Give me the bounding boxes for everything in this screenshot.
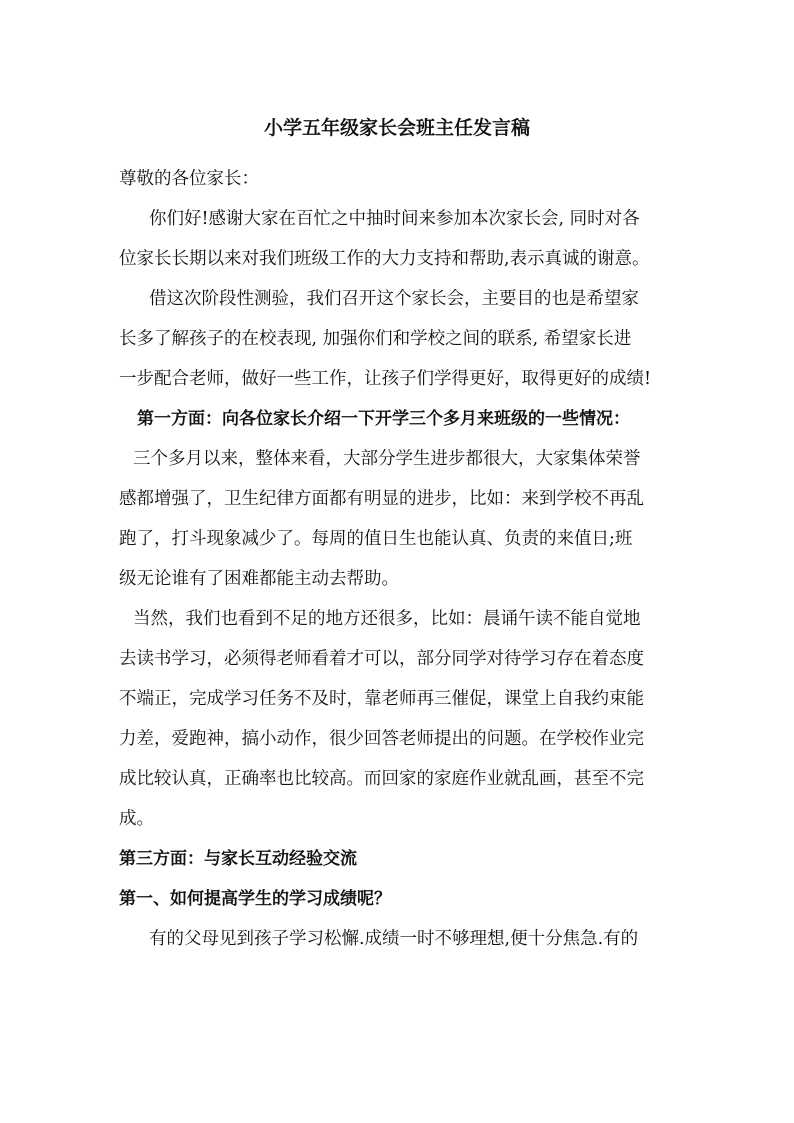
paragraph-line: 当然，我们也看到不足的地方还很多，比如：晨诵午读不能自觉地 (133, 609, 641, 629)
section-heading-first: 第一方面：向各位家长介绍一下开学三个多月来班级的一些情况： (137, 409, 630, 429)
paragraph-shortcomings (119, 599, 677, 839)
paragraph-line: 长多了解孩子的在校表现, 加强你们和学校之间的联系, 希望家长进 (119, 329, 632, 349)
document-title: 小学五年级家长会班主任发言稿 (263, 117, 530, 139)
paragraph-line: 有的父母见到孩子学习松懈.成绩一时不够理想,便十分焦急.有的 (149, 929, 639, 949)
paragraph-line: 不端正，完成学习任务不及时，靠老师再三催促，课堂上自我约束能 (119, 689, 644, 709)
paragraph-greeting (119, 199, 677, 279)
paragraph-parents (119, 919, 677, 959)
paragraph-line: 跑了，打斗现象减少了。每周的值日生也能认真、负责的来值日;班 (119, 529, 633, 549)
paragraph-line: 感都增强了，卫生纪律方面都有明显的进步，比如：来到学校不再乱 (119, 489, 644, 509)
paragraph-line: 你们好!感谢大家在百忙之中抽时间来参加本次家长会, 同时对各 (149, 209, 640, 229)
paragraph-line: 级无论谁有了困难都能主动去帮助。 (119, 569, 399, 589)
paragraph-line: 位家长长期以来对我们班级工作的大力支持和帮助,表示真诚的谢意。 (119, 249, 650, 269)
paragraph-line: 三个多月以来，整体来看，大部分学生进步都很大，大家集体荣誉 (133, 449, 641, 469)
subsection-heading: 第一、如何提高学生的学习成绩呢？ (119, 889, 391, 909)
paragraph-line: 成。 (119, 809, 154, 829)
salutation: 尊敬的各位家长： (119, 169, 259, 189)
paragraph-line: 一步配合老师，做好一些工作，让孩子们学得更好，取得更好的成绩! (119, 369, 652, 389)
section-heading-third: 第三方面：与家长互动经验交流 (119, 849, 357, 869)
paragraph-progress (119, 439, 677, 599)
paragraph-line: 力差，爱跑神，搞小动作，很少回答老师提出的问题。在学校作业完 (119, 729, 644, 749)
document-body (119, 159, 677, 959)
paragraph-line: 去读书学习，必须得老师看着才可以，部分同学对待学习存在着态度 (119, 649, 644, 669)
paragraph-line: 成比较认真，正确率也比较高。而回家的家庭作业就乱画，甚至不完 (119, 769, 644, 789)
paragraph-purpose (119, 279, 677, 399)
paragraph-line: 借这次阶段性测验，我们召开这个家长会，主要目的也是希望家 (149, 289, 639, 309)
